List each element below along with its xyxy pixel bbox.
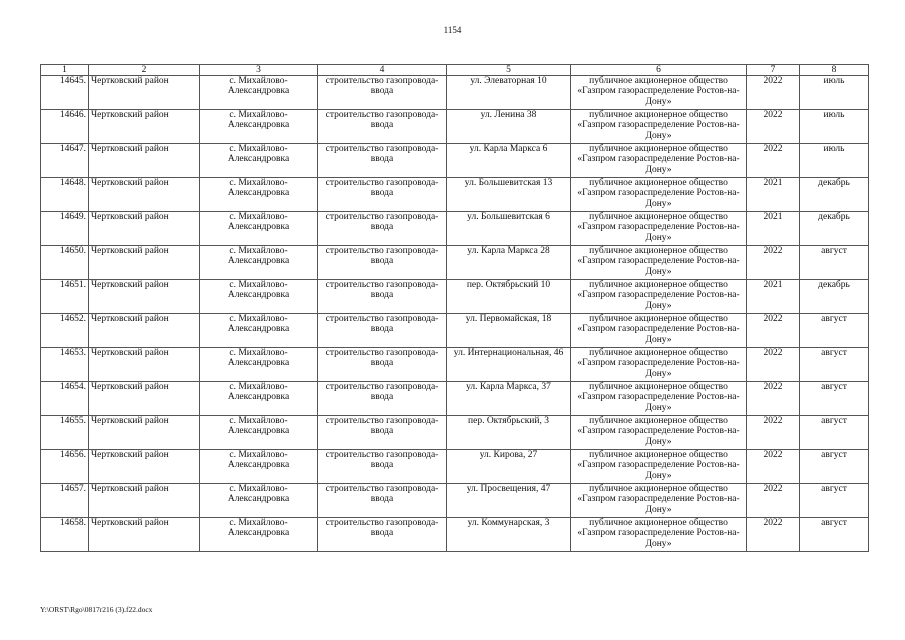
table-row [41,348,869,382]
table-row [41,314,869,348]
year-cell: 2021 [747,178,800,212]
year-cell: 2021 [747,280,800,314]
column-header: 4 [318,65,447,76]
register-table [40,64,869,552]
locality-cell: с. Михайлово-Александровка [200,144,318,178]
district-cell: Чертковский район [89,484,200,518]
row-number-cell: 14658. [41,518,89,552]
district-cell: Чертковский район [89,246,200,280]
year-cell: 2022 [747,348,800,382]
district-cell: Чертковский район [89,144,200,178]
table-row [41,484,869,518]
operator-cell: публичное акционерное общество «Газпром газораспределение Ростов-на-Дону» [571,246,747,280]
row-number-cell: 14648. [41,178,89,212]
locality-cell: с. Михайлово-Александровка [200,314,318,348]
year-cell: 2022 [747,484,800,518]
row-number-cell: 14646. [41,110,89,144]
table-row [41,280,869,314]
operator-cell: публичное акционерное общество «Газпром газораспределение Ростов-на-Дону» [571,314,747,348]
address-cell: ул. Просвещения, 47 [447,484,571,518]
address-cell: ул. Большевитская 13 [447,178,571,212]
row-number-cell: 14653. [41,348,89,382]
locality-cell: с. Михайлово-Александровка [200,76,318,110]
district-cell: Чертковский район [89,416,200,450]
year-cell: 2022 [747,144,800,178]
locality-cell: с. Михайлово-Александровка [200,518,318,552]
month-cell: июль [800,144,869,178]
month-cell: декабрь [800,178,869,212]
table-row [41,382,869,416]
year-cell: 2022 [747,382,800,416]
column-header: 3 [200,65,318,76]
month-cell: август [800,518,869,552]
work-type-cell: строительство газопровода-ввода [318,416,447,450]
row-number-cell: 14656. [41,450,89,484]
year-cell: 2022 [747,450,800,484]
month-cell: август [800,382,869,416]
locality-cell: с. Михайлово-Александровка [200,450,318,484]
address-cell: ул. Коммунарская, 3 [447,518,571,552]
table-row [41,518,869,552]
work-type-cell: строительство газопровода-ввода [318,76,447,110]
address-cell: ул. Первомайская, 18 [447,314,571,348]
operator-cell: публичное акционерное общество «Газпром газораспределение Ростов-на-Дону» [571,382,747,416]
address-cell: ул. Кирова, 27 [447,450,571,484]
locality-cell: с. Михайлово-Александровка [200,416,318,450]
work-type-cell: строительство газопровода-ввода [318,110,447,144]
operator-cell: публичное акционерное общество «Газпром газораспределение Ростов-на-Дону» [571,110,747,144]
work-type-cell: строительство газопровода-ввода [318,348,447,382]
district-cell: Чертковский район [89,76,200,110]
year-cell: 2022 [747,416,800,450]
address-cell: пер. Октябрьский, 3 [447,416,571,450]
year-cell: 2022 [747,246,800,280]
column-header: 1 [41,65,89,76]
row-number-cell: 14651. [41,280,89,314]
row-number-cell: 14657. [41,484,89,518]
row-number-cell: 14647. [41,144,89,178]
table-row [41,144,869,178]
locality-cell: с. Михайлово-Александровка [200,110,318,144]
table-row [41,212,869,246]
column-header: 7 [747,65,800,76]
month-cell: август [800,314,869,348]
month-cell: август [800,484,869,518]
month-cell: август [800,246,869,280]
district-cell: Чертковский район [89,382,200,416]
header-row [41,65,869,76]
column-header: 8 [800,65,869,76]
year-cell: 2022 [747,76,800,110]
row-number-cell: 14655. [41,416,89,450]
table-row [41,110,869,144]
month-cell: декабрь [800,212,869,246]
operator-cell: публичное акционерное общество «Газпром газораспределение Ростов-на-Дону» [571,518,747,552]
table-row [41,450,869,484]
month-cell: июль [800,110,869,144]
district-cell: Чертковский район [89,450,200,484]
work-type-cell: строительство газопровода-ввода [318,484,447,518]
operator-cell: публичное акционерное общество «Газпром газораспределение Ростов-на-Дону» [571,212,747,246]
locality-cell: с. Михайлово-Александровка [200,484,318,518]
operator-cell: публичное акционерное общество «Газпром газораспределение Ростов-на-Дону» [571,280,747,314]
address-cell: ул. Интернациональная, 46 [447,348,571,382]
table-row [41,416,869,450]
page-number: 1154 [443,25,462,35]
operator-cell: публичное акционерное общество «Газпром газораспределение Ростов-на-Дону» [571,178,747,212]
work-type-cell: строительство газопровода-ввода [318,144,447,178]
locality-cell: с. Михайлово-Александровка [200,280,318,314]
work-type-cell: строительство газопровода-ввода [318,314,447,348]
district-cell: Чертковский район [89,314,200,348]
year-cell: 2022 [747,518,800,552]
year-cell: 2021 [747,212,800,246]
table-row [41,246,869,280]
row-number-cell: 14645. [41,76,89,110]
operator-cell: публичное акционерное общество «Газпром газораспределение Ростов-на-Дону» [571,144,747,178]
district-cell: Чертковский район [89,280,200,314]
month-cell: август [800,348,869,382]
table-row [41,76,869,110]
work-type-cell: строительство газопровода-ввода [318,212,447,246]
table-row [41,178,869,212]
row-number-cell: 14652. [41,314,89,348]
year-cell: 2022 [747,110,800,144]
address-cell: ул. Карла Маркса 6 [447,144,571,178]
work-type-cell: строительство газопровода-ввода [318,246,447,280]
address-cell: ул. Элеваторная 10 [447,76,571,110]
address-cell: пер. Октябрьский 10 [447,280,571,314]
row-number-cell: 14649. [41,212,89,246]
locality-cell: с. Михайлово-Александровка [200,246,318,280]
district-cell: Чертковский район [89,212,200,246]
column-header: 2 [89,65,200,76]
month-cell: август [800,450,869,484]
operator-cell: публичное акционерное общество «Газпром газораспределение Ростов-на-Дону» [571,416,747,450]
locality-cell: с. Михайлово-Александровка [200,348,318,382]
row-number-cell: 14654. [41,382,89,416]
work-type-cell: строительство газопровода-ввода [318,382,447,416]
operator-cell: публичное акционерное общество «Газпром газораспределение Ростов-на-Дону» [571,450,747,484]
operator-cell: публичное акционерное общество «Газпром газораспределение Ростов-на-Дону» [571,484,747,518]
work-type-cell: строительство газопровода-ввода [318,178,447,212]
address-cell: ул. Ленина 38 [447,110,571,144]
work-type-cell: строительство газопровода-ввода [318,518,447,552]
locality-cell: с. Михайлово-Александровка [200,212,318,246]
address-cell: ул. Карла Маркса, 37 [447,382,571,416]
address-cell: ул. Большевитская 6 [447,212,571,246]
month-cell: декабрь [800,280,869,314]
row-number-cell: 14650. [41,246,89,280]
operator-cell: публичное акционерное общество «Газпром газораспределение Ростов-на-Дону» [571,76,747,110]
locality-cell: с. Михайлово-Александровка [200,382,318,416]
work-type-cell: строительство газопровода-ввода [318,450,447,484]
work-type-cell: строительство газопровода-ввода [318,280,447,314]
column-header: 6 [571,65,747,76]
month-cell: август [800,416,869,450]
month-cell: июль [800,76,869,110]
district-cell: Чертковский район [89,178,200,212]
column-header: 5 [447,65,571,76]
district-cell: Чертковский район [89,110,200,144]
district-cell: Чертковский район [89,348,200,382]
locality-cell: с. Михайлово-Александровка [200,178,318,212]
footer-file-path: Y:\ORST\Rgo\0817r216 (3).f22.docx [40,605,153,614]
district-cell: Чертковский район [89,518,200,552]
year-cell: 2022 [747,314,800,348]
operator-cell: публичное акционерное общество «Газпром газораспределение Ростов-на-Дону» [571,348,747,382]
address-cell: ул. Карла Маркса 28 [447,246,571,280]
